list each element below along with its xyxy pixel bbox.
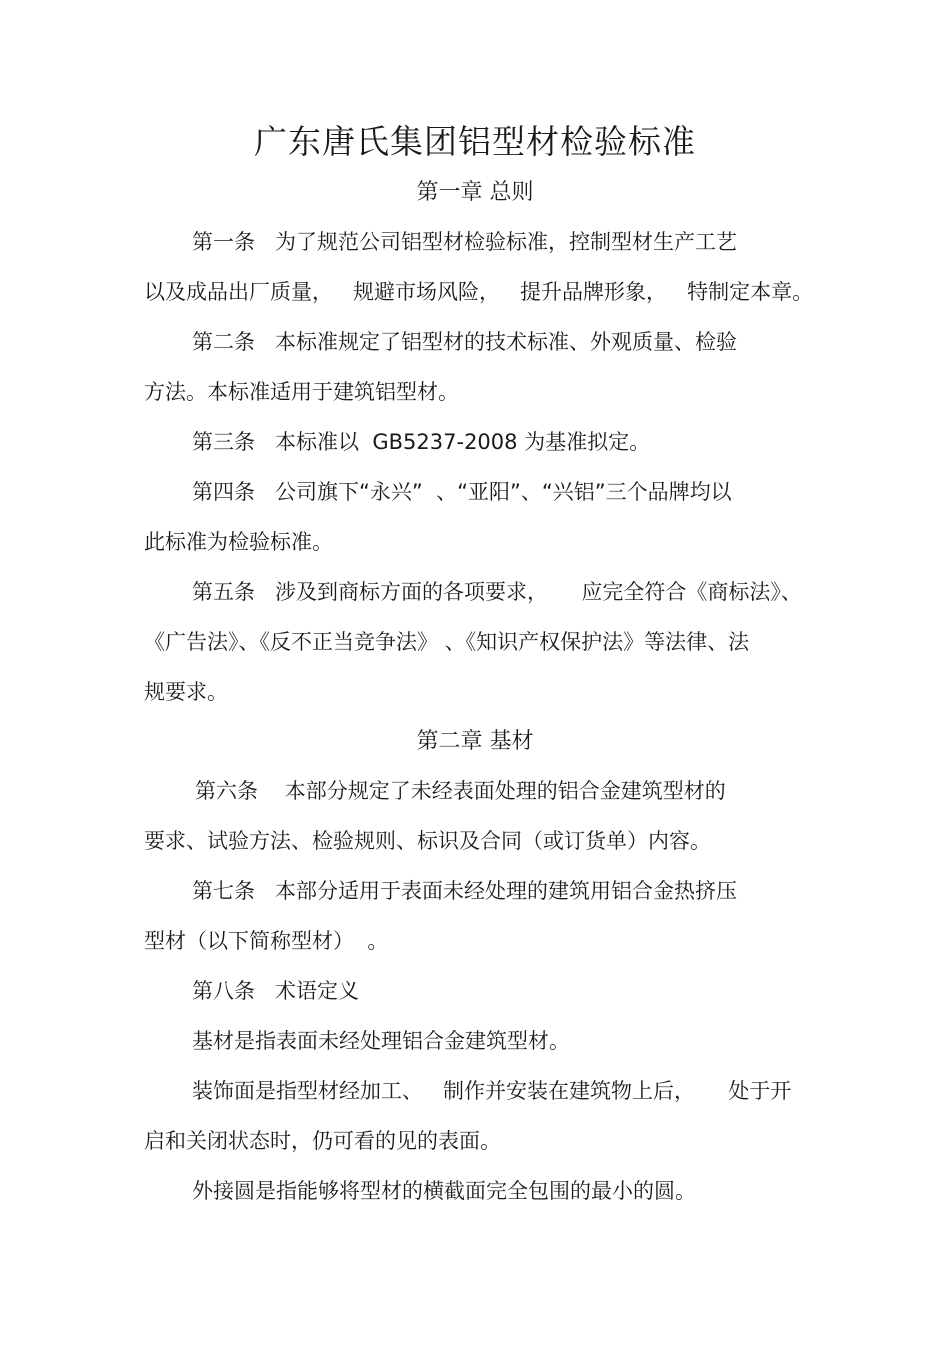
paragraph-line: 此标准为检验标准。 [144, 530, 333, 554]
paragraph-line: 《广告法》、《反不正当竞争法》 、《知识产权保护法》等法律、法 [144, 630, 750, 654]
paragraph-line: 第二条 本标准规定了铝型材的技术标准、外观质量、检验 [192, 330, 738, 354]
paragraph-line: 第一条 为了规范公司铝型材检验标准，控制型材生产工艺 [192, 230, 738, 254]
paragraph-line: 以及成品出厂质量， 规避市场风险， 提升品牌形象， 特制定本章。 [144, 280, 814, 304]
paragraph-line: 第八条 术语定义 [192, 979, 360, 1003]
paragraph-line: 外接圆是指能够将型材的横截面完全包围的最小的圆。 [192, 1179, 696, 1203]
paragraph-line: 第四条 公司旗下“永兴” 、“亚阳”、“兴铝”三个品牌均以 [192, 480, 732, 504]
paragraph-line: 规要求。 [144, 680, 228, 704]
paragraph-line: 第三条 本标准以 GB5237-2008 为基准拟定。 [192, 430, 651, 454]
document-title: 广东唐氏集团铝型材检验标准 [254, 122, 696, 161]
chapter-heading-1: 第一章 总则 [416, 180, 534, 205]
paragraph-line: 第六条 本部分规定了未经表面处理的铝合金建筑型材的 [195, 779, 726, 803]
paragraph-line: 装饰面是指型材经加工、 制作并安装在建筑物上后， 处于开 [192, 1079, 792, 1103]
paragraph-line: 第五条 涉及到商标方面的各项要求， 应完全符合《商标法》、 [192, 580, 802, 604]
paragraph-line: 要求、试验方法、检验规则、标识及合同（或订货单）内容。 [144, 829, 711, 853]
paragraph-line: 启和关闭状态时，仍可看的见的表面。 [144, 1129, 501, 1153]
paragraph-line: 第七条 本部分适用于表面未经处理的建筑用铝合金热挤压 [192, 879, 738, 903]
paragraph-line: 方法。本标准适用于建筑铝型材。 [144, 380, 459, 404]
paragraph-line: 型材（以下简称型材） 。 [144, 929, 389, 953]
paragraph-line: 基材是指表面未经处理铝合金建筑型材。 [192, 1029, 570, 1053]
chapter-heading-2: 第二章 基材 [416, 729, 534, 754]
